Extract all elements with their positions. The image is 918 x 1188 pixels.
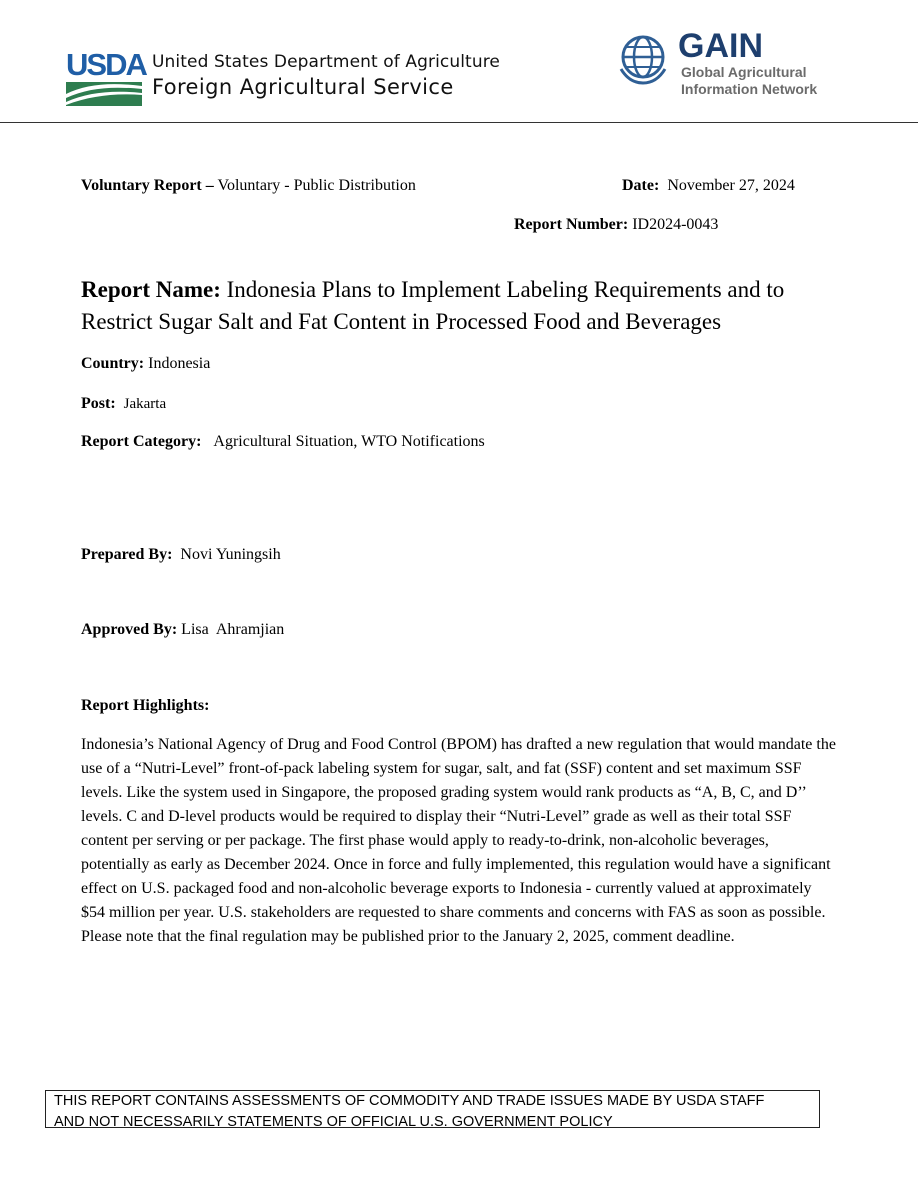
highlights-body: Indonesia’s National Agency of Drug and Food Control (BPOM) has drafted a new regulation that would mandate the use of a “Nutri-Level” front-of-pack labeling system for sugar, salt, and fat (SSF) content and set maximum SSF levels. Like the system used in Singapore, the proposed grading system would rank products as “A, B, C, and D’’ levels. C and D-level products would be required to display their “Nutri-Level” grade as well as their total SSF content per serving or per package. The first phase would apply to ready-to-drink, non-alcoholic beverages, potentially as early as December 2024. Once in force and fully implemented, this regulation would have a significant effect on U.S. packaged food and non-alcoholic beverage exports to Indonesia - currently valued at approximately $54 million per year. U.S. stakeholders are requested to share comments and concerns with FAS as soon as possible. Please note that the final regulation may be published prior to the January 2, 2025, comment deadline. [81,736,836,945]
disclaimer-line2: AND NOT NECESSARILY STATEMENTS OF OFFICIAL U.S. GOVERNMENT POLICY [54,1114,613,1130]
country [81,354,210,374]
report-number [514,215,718,235]
post-label: Post: [81,395,116,412]
disclaimer-box [45,1090,820,1128]
gain-subtitle-line1: Global Agricultural [681,64,807,80]
category-value: Agricultural Situation, WTO Notifications [213,433,485,450]
report-name-label: Report Name: [81,277,221,302]
usda-logo-text: USDA [66,47,146,82]
report-category [81,432,485,452]
gain-title: GAIN [678,27,763,65]
post-value: Jakarta [123,396,167,412]
country-value: Indonesia [148,355,211,372]
country-label: Country: [81,355,145,372]
report-date [622,176,795,196]
report-name [81,274,841,338]
approved-by [81,620,284,640]
approved-value: Lisa Ahramjian [181,621,285,638]
prepared-value: Novi Yuningsih [180,546,281,563]
report-number-value: ID2024-0043 [632,216,719,233]
date-value: November 27, 2024 [667,177,795,194]
report-name-value: Indonesia Plans to Implement Labeling Requirements and to Restrict Sugar Salt and Fat Content in Processed Food and Beverages [81,277,785,334]
disclaimer-line1: THIS REPORT CONTAINS ASSESSMENTS OF COMMODITY AND TRADE ISSUES MADE BY USDA STAFF [54,1093,765,1109]
report-number-label: Report Number: [514,216,629,233]
report-type [81,176,416,196]
agency-name: Foreign Agricultural Service [152,75,454,99]
prepared-by [81,545,281,565]
prepared-label: Prepared By: [81,546,173,563]
usda-logo-swoosh [66,47,146,106]
header-divider [0,122,918,123]
usda-logo [66,47,146,106]
category-label: Report Category: [81,433,202,450]
approved-label: Approved By: [81,621,178,638]
highlights-title: Report Highlights: [81,697,210,714]
gain-subtitle-line2: Information Network [681,81,818,97]
report-type-value: Voluntary - Public Distribution [213,177,416,194]
department-name: United States Department of Agriculture [152,52,500,72]
report-type-label: Voluntary Report – [81,177,214,194]
gain-globe-icon [617,33,669,85]
post [81,394,166,414]
date-label: Date: [622,177,660,194]
